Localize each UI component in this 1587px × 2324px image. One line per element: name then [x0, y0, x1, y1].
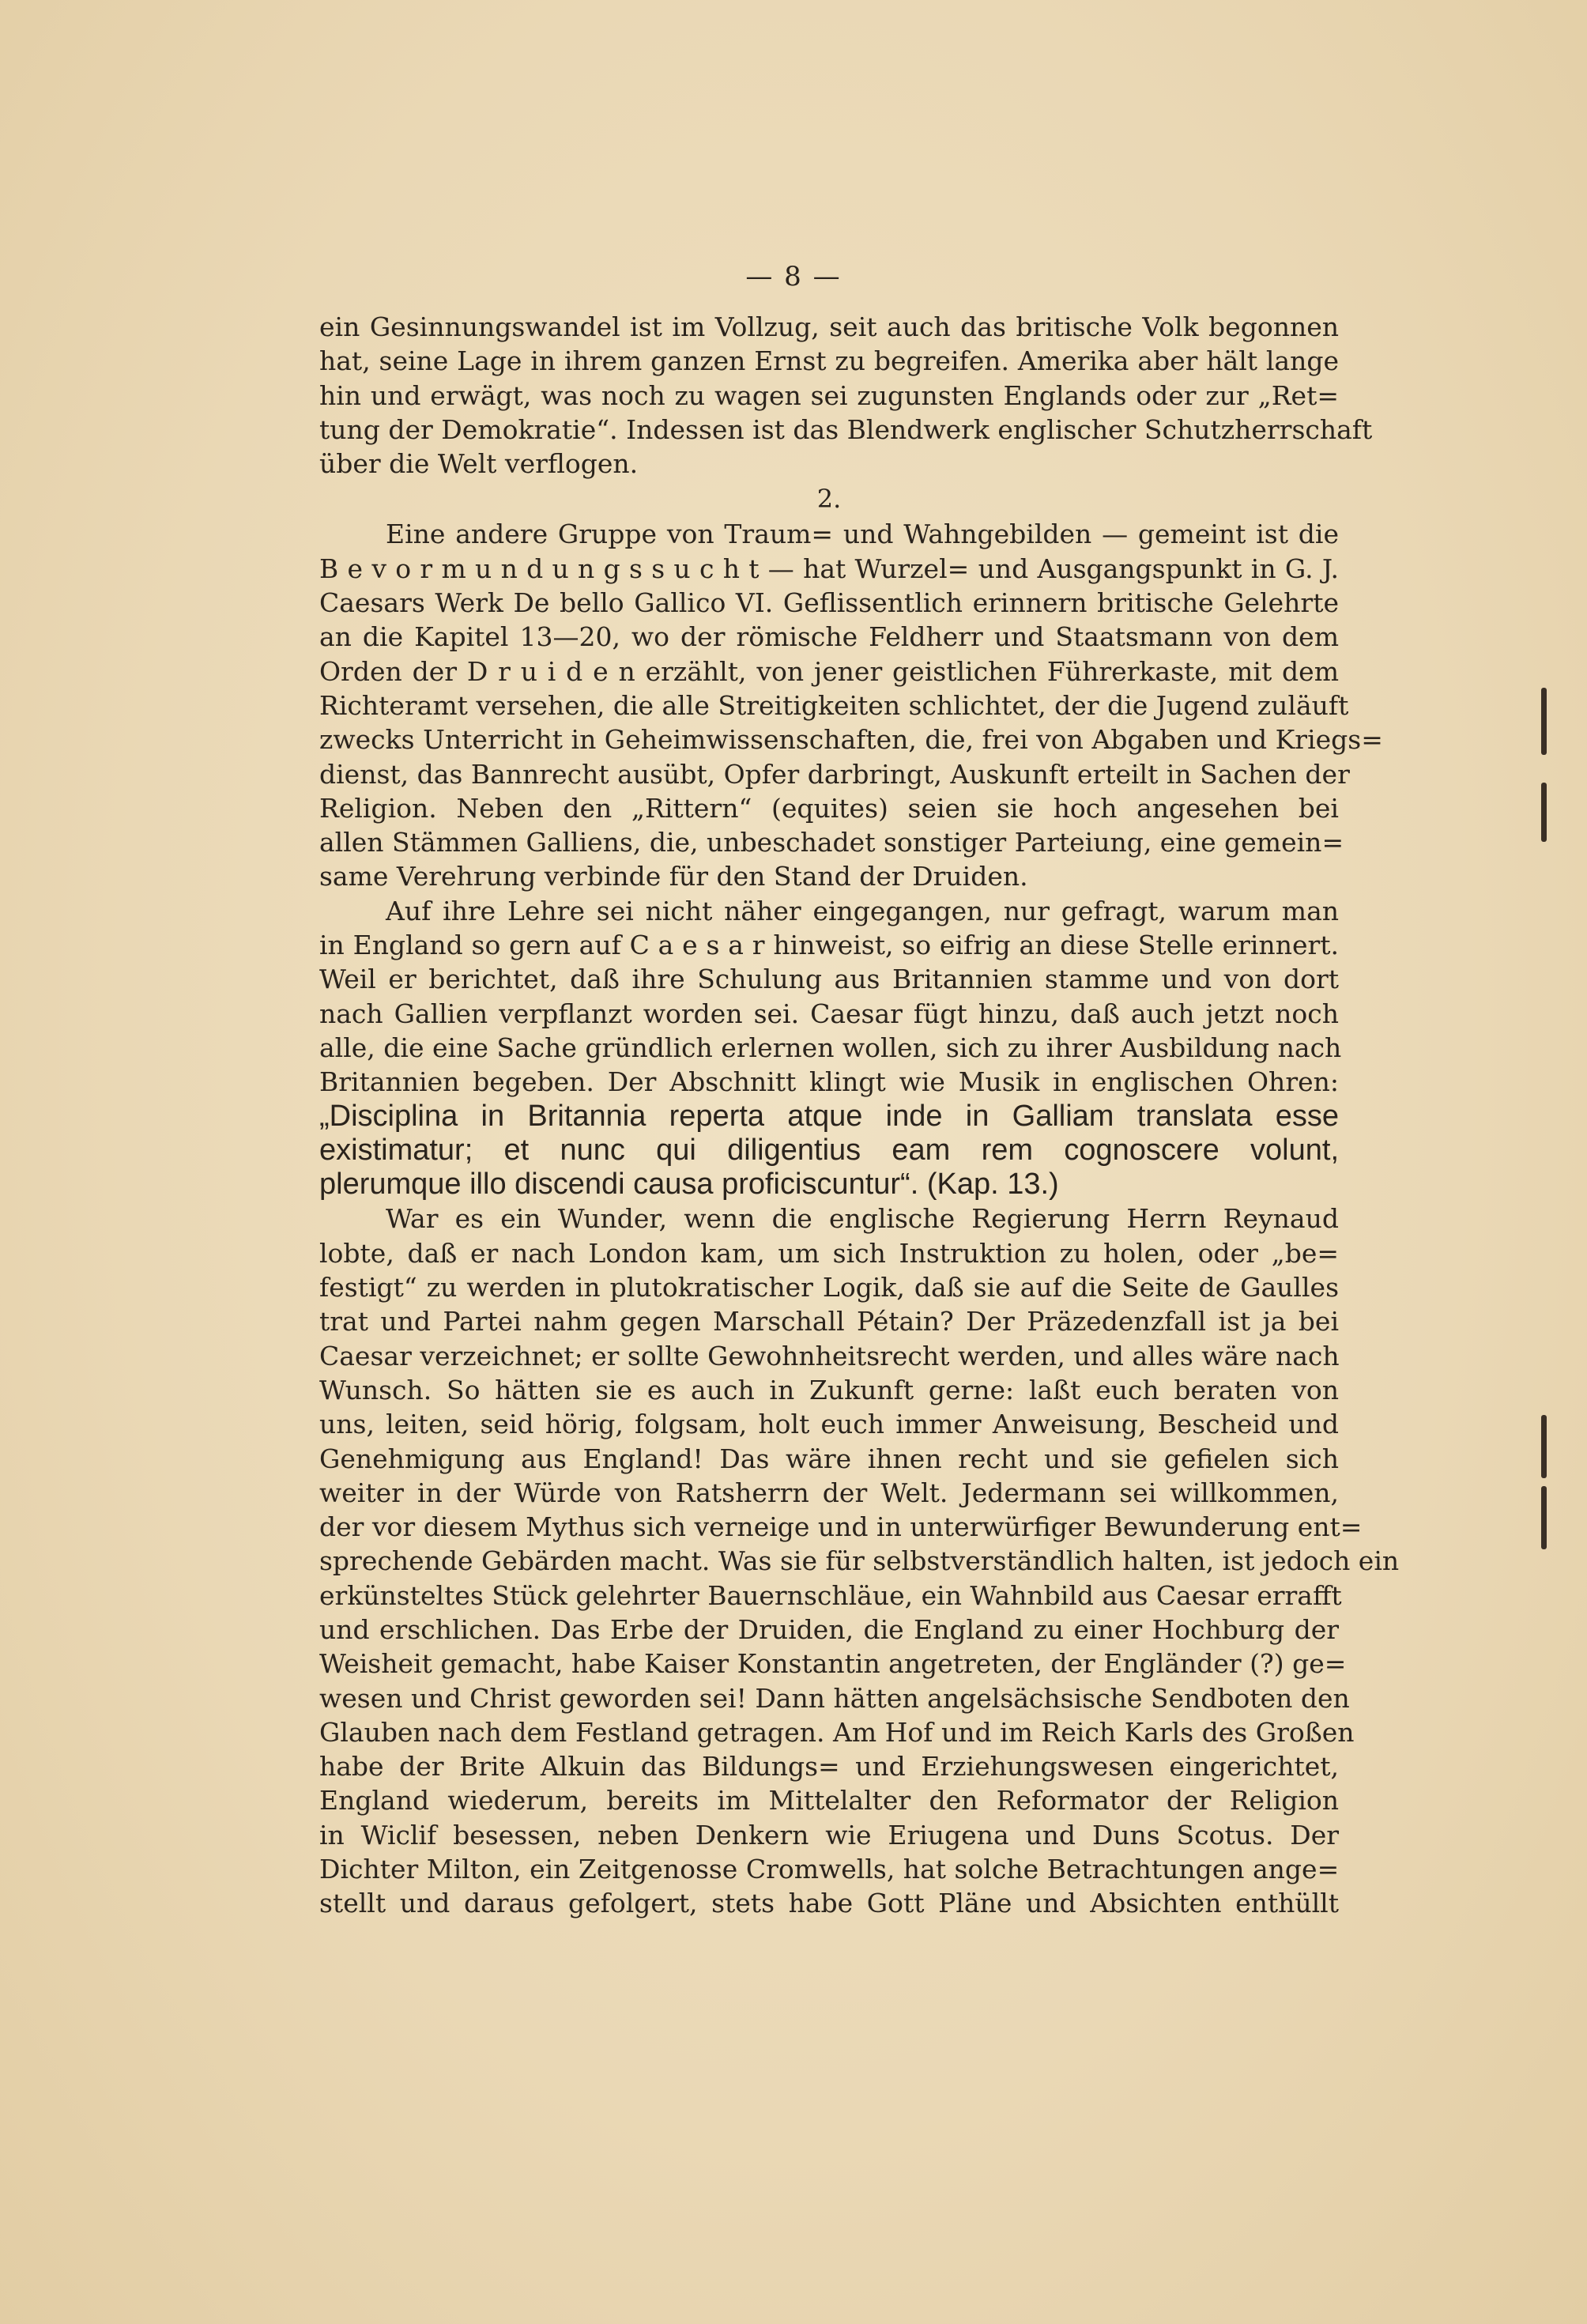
- text-line: Britannien begeben. Der Abschnitt klingt wie Musik in englischen Ohren:: [319, 1066, 1339, 1098]
- binding-mark: [1541, 1486, 1547, 1549]
- text-line: uns, leiten, seid hörig, folgsam, holt euch immer Anweisung, Bescheid und: [319, 1409, 1339, 1440]
- text-line: zwecks Unterricht in Geheimwissenschaften, die, frei von Abgaben und Kriegs=: [319, 724, 1383, 756]
- text-line: ein Gesinnungswandel ist im Vollzug, seit auch das britische Volk begonnen: [319, 311, 1339, 342]
- text-line: weiter in der Würde von Ratsherrn der Welt. Jedermann sei willkommen,: [319, 1477, 1339, 1508]
- text-line: Religion. Neben den „Rittern“ (equites) seien sie hoch angesehen bei: [319, 792, 1339, 824]
- text-line: sprechende Gebärden macht. Was sie für selbstverständlich halten, ist jedoch ein: [319, 1545, 1400, 1577]
- text-line: hat, seine Lage in ihrem ganzen Ernst zu begreifen. Amerika aber hält lange: [319, 345, 1339, 377]
- text-line: alle, die eine Sache gründlich erlernen wollen, sich zu ihrer Ausbildung nach: [319, 1032, 1342, 1063]
- text-line: an die Kapitel 13—20, wo der römische Feldherr und Staatsmann von dem: [319, 621, 1339, 653]
- text-line: dienst, das Bannrecht ausübt, Opfer darbringt, Auskunft erteilt in Sachen der: [319, 758, 1350, 790]
- latin-quote-line: existimatur; et nunc qui diligentius eam rem cognoscere volunt,: [319, 1133, 1339, 1167]
- text-line: Eine andere Gruppe von Traum= und Wahngebilden — gemeint ist die: [386, 519, 1339, 550]
- binding-mark: [1541, 1415, 1547, 1478]
- latin-quote-line: „Disciplina in Britannia reperta atque inde in Galliam translata esse: [319, 1099, 1339, 1133]
- text-line: stellt und daraus gefolgert, stets habe Gott Pläne und Absichten enthüllt: [319, 1888, 1339, 1919]
- text-line: über die Welt verflogen.: [319, 448, 639, 480]
- text-line: Caesar verzeichnet; er sollte Gewohnheitsrecht werden, und alles wäre nach: [319, 1340, 1340, 1371]
- text-line: Weisheit gemacht, habe Kaiser Konstantin angetreten, der Engländer (?) ge=: [319, 1648, 1347, 1680]
- page-number: — 8 —: [745, 261, 842, 292]
- text-line: tung der Demokratie“. Indessen ist das Blendwerk englischer Schutzherrschaft: [319, 413, 1373, 445]
- text-line: wesen und Christ geworden sei! Dann hätten angelsächsische Sendboten den: [319, 1682, 1350, 1714]
- text-line: B e v o r m u n d u n g s s u c h t — hat Wurzel= und Ausgangspunkt in G. J.: [319, 553, 1339, 584]
- text-line: Dichter Milton, ein Zeitgenosse Cromwells, hat solche Betrachtungen ange=: [319, 1854, 1340, 1885]
- text-line: Caesars Werk De bello Gallico VI. Geflissentlich erinnern britische Gelehrte: [319, 587, 1339, 619]
- binding-mark: [1541, 688, 1547, 755]
- text-line: in England so gern auf C a e s a r hinweist, so eifrig an diese Stelle erinnert.: [319, 930, 1339, 961]
- text-line: same Verehrung verbinde für den Stand der Druiden.: [319, 861, 1028, 892]
- text-line: allen Stämmen Galliens, die, unbeschadet sonstiger Parteiung, eine gemein=: [319, 827, 1344, 858]
- text-line: nach Gallien verpflanzt worden sei. Caesar fügt hinzu, daß auch jetzt noch: [319, 998, 1339, 1029]
- text-line: lobte, daß er nach London kam, um sich Instruktion zu holen, oder „be=: [319, 1237, 1339, 1269]
- text-line: festigt“ zu werden in plutokratischer Logik, daß sie auf die Seite de Gaulles: [319, 1272, 1339, 1303]
- text-line: Glauben nach dem Festland getragen. Am Hof und im Reich Karls des Großen: [319, 1716, 1355, 1748]
- text-line: hin und erwägt, was noch zu wagen sei zugunsten Englands oder zur „Ret=: [319, 379, 1339, 411]
- binding-mark: [1541, 783, 1547, 842]
- text-line: habe der Brite Alkuin das Bildungs= und Erziehungswesen eingerichtet,: [319, 1751, 1339, 1783]
- text-line: Wunsch. So hätten sie es auch in Zukunft gerne: laßt euch beraten von: [319, 1374, 1339, 1405]
- text-line: und erschlichen. Das Erbe der Druiden, die England zu einer Hochburg der: [319, 1613, 1339, 1645]
- body-text: [319, 310, 1400, 1921]
- text-line: trat und Partei nahm gegen Marschall Pétain? Der Präzedenzfall ist ja bei: [319, 1306, 1339, 1337]
- text-line: in Wiclif besessen, neben Denkern wie Eriugena und Duns Scotus. Der: [319, 1819, 1339, 1851]
- text-line: Auf ihre Lehre sei nicht näher eingegangen, nur gefragt, warum man: [386, 895, 1339, 926]
- text-line: Genehmigung aus England! Das wäre ihnen recht und sie gefielen sich: [319, 1443, 1339, 1474]
- text-line: Orden der D r u i d e n erzählt, von jener geistlichen Führerkaste, mit dem: [319, 655, 1339, 687]
- latin-quote-line: plerumque illo discendi causa proficiscuntur“. (Kap. 13.): [319, 1168, 1059, 1202]
- text-line: Richteramt versehen, die alle Streitigkeiten schlichtet, der die Jugend zuläuft: [319, 689, 1349, 721]
- text-line: Weil er berichtet, daß ihre Schulung aus Britannien stamme und von dort: [319, 964, 1339, 995]
- text-line: England wiederum, bereits im Mittelalter den Reformator der Religion: [319, 1785, 1339, 1817]
- text-line: der vor diesem Mythus sich verneige und in unterwürfiger Bewunderung ent=: [319, 1511, 1363, 1543]
- text-line: War es ein Wunder, wenn die englische Regierung Herrn Reynaud: [386, 1203, 1339, 1235]
- section-number: 2.: [816, 484, 842, 515]
- text-line: erkünsteltes Stück gelehrter Bauernschläue, ein Wahnbild aus Caesar errafft: [319, 1579, 1342, 1611]
